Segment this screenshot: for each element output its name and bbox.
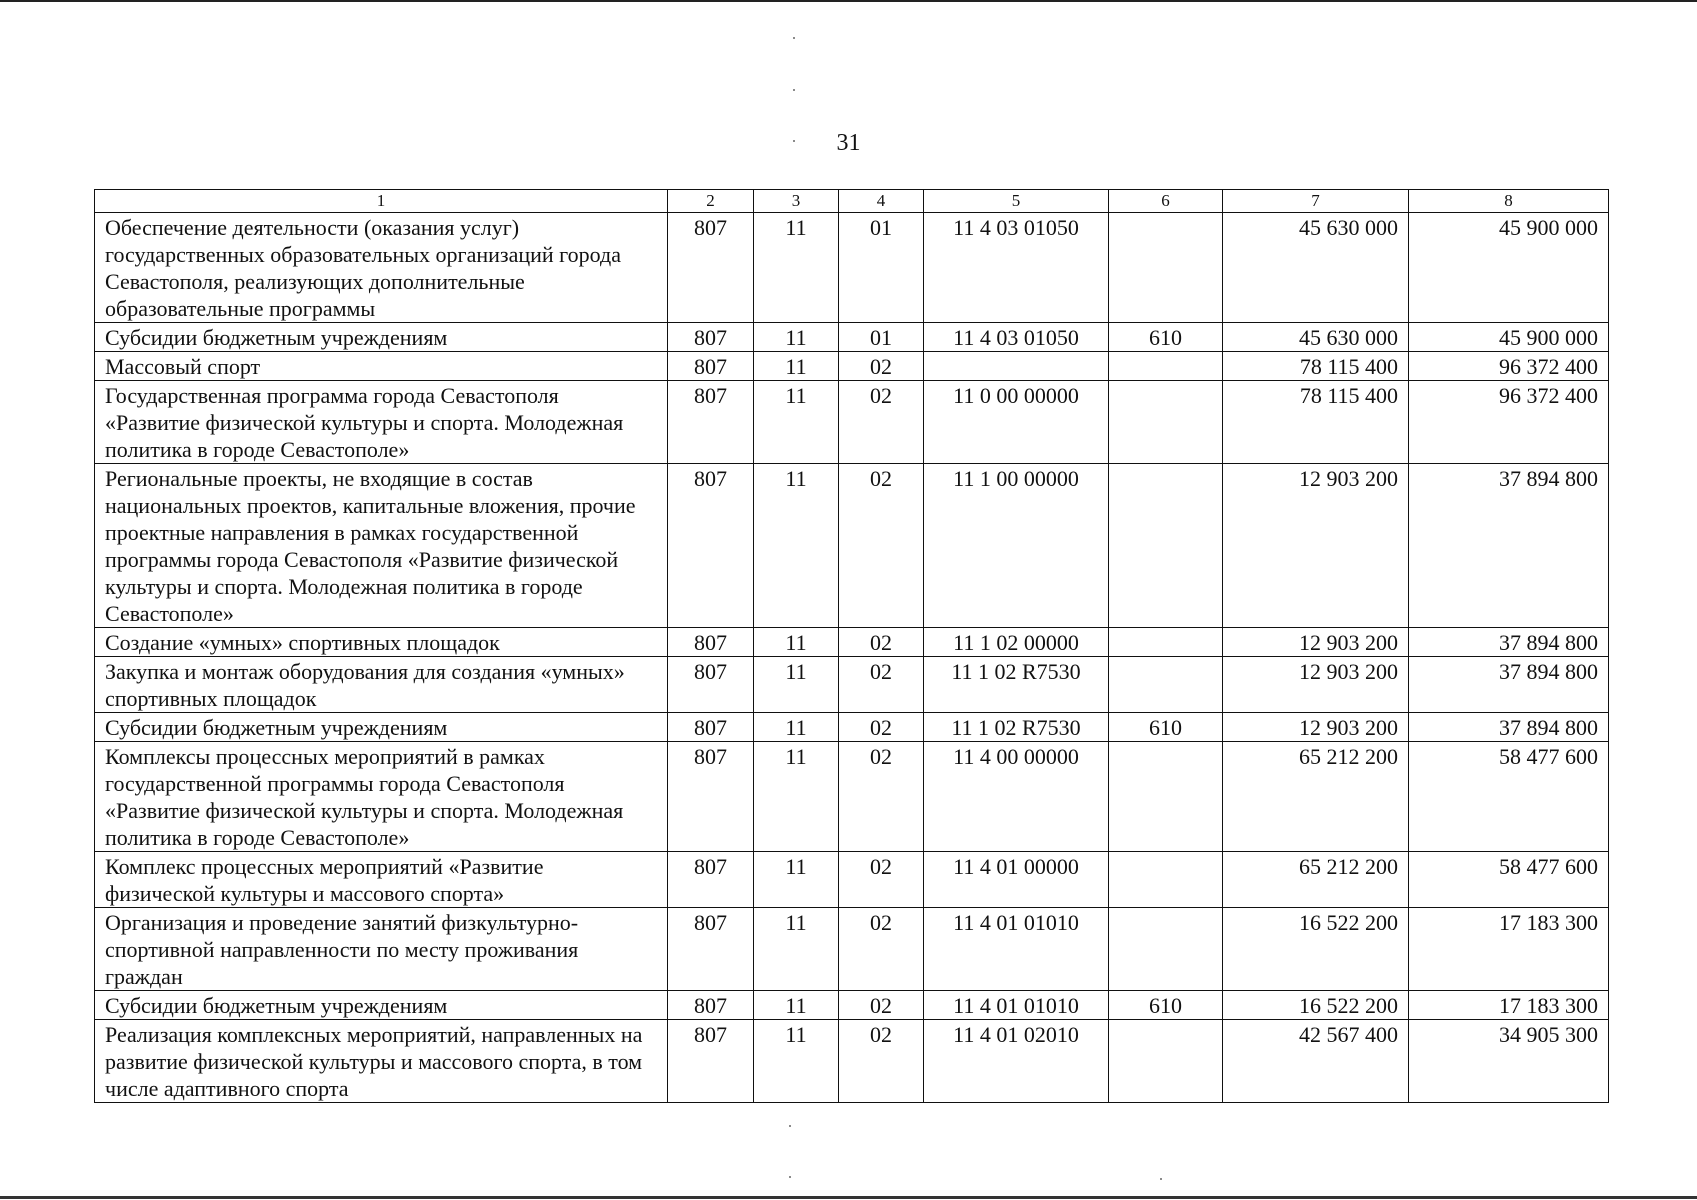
cell-ministry-code: 807 (668, 908, 754, 991)
cell-subsection: 02 (839, 713, 924, 742)
column-header-3: 3 (754, 190, 839, 213)
cell-subsection: 02 (839, 1020, 924, 1103)
scan-speck (789, 1125, 791, 1127)
cell-amount-year-1: 65 212 200 (1223, 742, 1409, 852)
cell-expense-type: 610 (1109, 713, 1223, 742)
table-row (95, 852, 1609, 908)
cell-amount-year-1: 12 903 200 (1223, 713, 1409, 742)
cell-amount-year-1: 12 903 200 (1223, 464, 1409, 628)
cell-section: 11 (754, 352, 839, 381)
cell-target-article: 11 1 02 R7530 (924, 657, 1109, 713)
cell-section: 11 (754, 464, 839, 628)
cell-amount-year-2: 34 905 300 (1409, 1020, 1609, 1103)
cell-expense-type (1109, 908, 1223, 991)
cell-ministry-code: 807 (668, 628, 754, 657)
cell-name: Массовый спорт (95, 352, 668, 381)
cell-name: Субсидии бюджетным учреждениям (95, 713, 668, 742)
cell-amount-year-2: 37 894 800 (1409, 628, 1609, 657)
cell-target-article: 11 4 01 01010 (924, 908, 1109, 991)
cell-name: Субсидии бюджетным учреждениям (95, 991, 668, 1020)
table-row (95, 213, 1609, 323)
table-row (95, 1020, 1609, 1103)
cell-target-article: 11 1 00 00000 (924, 464, 1109, 628)
cell-subsection: 01 (839, 213, 924, 323)
budget-table (94, 189, 1609, 1103)
table-row (95, 381, 1609, 464)
scan-speck (789, 1176, 791, 1178)
cell-section: 11 (754, 991, 839, 1020)
cell-amount-year-1: 16 522 200 (1223, 991, 1409, 1020)
cell-amount-year-2: 96 372 400 (1409, 352, 1609, 381)
cell-target-article: 11 1 02 00000 (924, 628, 1109, 657)
cell-target-article (924, 352, 1109, 381)
cell-expense-type (1109, 464, 1223, 628)
column-header-7: 7 (1223, 190, 1409, 213)
cell-target-article: 11 4 01 01010 (924, 991, 1109, 1020)
cell-target-article: 11 4 01 00000 (924, 852, 1109, 908)
cell-section: 11 (754, 1020, 839, 1103)
cell-amount-year-1: 65 212 200 (1223, 852, 1409, 908)
cell-target-article: 11 4 00 00000 (924, 742, 1109, 852)
table-row (95, 713, 1609, 742)
cell-expense-type (1109, 213, 1223, 323)
cell-expense-type (1109, 742, 1223, 852)
cell-amount-year-1: 16 522 200 (1223, 908, 1409, 991)
column-header-1: 1 (95, 190, 668, 213)
cell-subsection: 02 (839, 352, 924, 381)
cell-amount-year-2: 37 894 800 (1409, 657, 1609, 713)
table-row (95, 657, 1609, 713)
cell-amount-year-1: 45 630 000 (1223, 213, 1409, 323)
cell-amount-year-2: 58 477 600 (1409, 852, 1609, 908)
cell-amount-year-2: 45 900 000 (1409, 213, 1609, 323)
scan-speck (793, 140, 795, 142)
cell-ministry-code: 807 (668, 742, 754, 852)
cell-name: Региональные проекты, не входящие в состав национальных проектов, капитальные вложения, прочие проектные направления в рамках государственной программы города Севастополя «Развитие физической культуры и спорта. Молодежная политика в городе Севастополе» (95, 464, 668, 628)
cell-subsection: 01 (839, 323, 924, 352)
cell-subsection: 02 (839, 991, 924, 1020)
page-number: 31 (836, 130, 861, 156)
cell-amount-year-2: 17 183 300 (1409, 991, 1609, 1020)
column-header-6: 6 (1109, 190, 1223, 213)
cell-amount-year-2: 17 183 300 (1409, 908, 1609, 991)
cell-section: 11 (754, 713, 839, 742)
scan-border-bottom (0, 1196, 1697, 1199)
cell-ministry-code: 807 (668, 464, 754, 628)
cell-ministry-code: 807 (668, 657, 754, 713)
column-header-2: 2 (668, 190, 754, 213)
cell-amount-year-1: 78 115 400 (1223, 352, 1409, 381)
table-body (95, 213, 1609, 1103)
table-row (95, 323, 1609, 352)
cell-section: 11 (754, 742, 839, 852)
cell-target-article: 11 4 03 01050 (924, 323, 1109, 352)
scan-speck (793, 89, 795, 91)
cell-subsection: 02 (839, 908, 924, 991)
cell-target-article: 11 0 00 00000 (924, 381, 1109, 464)
cell-subsection: 02 (839, 464, 924, 628)
cell-amount-year-1: 12 903 200 (1223, 628, 1409, 657)
cell-subsection: 02 (839, 852, 924, 908)
cell-amount-year-2: 37 894 800 (1409, 713, 1609, 742)
scan-border-top (0, 0, 1697, 2)
cell-expense-type (1109, 657, 1223, 713)
cell-expense-type (1109, 852, 1223, 908)
table-row (95, 464, 1609, 628)
cell-ministry-code: 807 (668, 323, 754, 352)
header-row (95, 190, 1609, 213)
cell-subsection: 02 (839, 628, 924, 657)
cell-name: Комплекс процессных мероприятий «Развитие физической культуры и массового спорта» (95, 852, 668, 908)
table-row (95, 628, 1609, 657)
cell-section: 11 (754, 213, 839, 323)
column-header-5: 5 (924, 190, 1109, 213)
cell-expense-type: 610 (1109, 323, 1223, 352)
cell-section: 11 (754, 852, 839, 908)
scan-speck (1160, 1178, 1162, 1180)
cell-ministry-code: 807 (668, 991, 754, 1020)
cell-name: Закупка и монтаж оборудования для создания «умных» спортивных площадок (95, 657, 668, 713)
cell-section: 11 (754, 628, 839, 657)
cell-section: 11 (754, 657, 839, 713)
cell-ministry-code: 807 (668, 852, 754, 908)
cell-expense-type (1109, 628, 1223, 657)
cell-ministry-code: 807 (668, 381, 754, 464)
cell-amount-year-1: 45 630 000 (1223, 323, 1409, 352)
cell-name: Субсидии бюджетным учреждениям (95, 323, 668, 352)
cell-amount-year-1: 78 115 400 (1223, 381, 1409, 464)
cell-name: Комплексы процессных мероприятий в рамках государственной программы города Севастополя «Развитие физической культуры и спорта. Молодежная политика в городе Севастополе» (95, 742, 668, 852)
cell-subsection: 02 (839, 381, 924, 464)
cell-expense-type (1109, 1020, 1223, 1103)
cell-subsection: 02 (839, 742, 924, 852)
cell-target-article: 11 1 02 R7530 (924, 713, 1109, 742)
cell-target-article: 11 4 01 02010 (924, 1020, 1109, 1103)
cell-name: Государственная программа города Севастополя «Развитие физической культуры и спорта. Молодежная политика в городе Севастополе» (95, 381, 668, 464)
cell-section: 11 (754, 381, 839, 464)
table-row (95, 742, 1609, 852)
table-row (95, 991, 1609, 1020)
cell-expense-type (1109, 381, 1223, 464)
cell-amount-year-1: 42 567 400 (1223, 1020, 1409, 1103)
cell-ministry-code: 807 (668, 1020, 754, 1103)
cell-expense-type (1109, 352, 1223, 381)
cell-amount-year-2: 45 900 000 (1409, 323, 1609, 352)
column-header-4: 4 (839, 190, 924, 213)
cell-name: Обеспечение деятельности (оказания услуг) государственных образовательных организаций города Севастополя, реализующих дополнительные образовательные программы (95, 213, 668, 323)
scan-speck (793, 37, 795, 39)
column-header-8: 8 (1409, 190, 1609, 213)
cell-amount-year-2: 58 477 600 (1409, 742, 1609, 852)
cell-amount-year-2: 96 372 400 (1409, 381, 1609, 464)
cell-ministry-code: 807 (668, 352, 754, 381)
cell-subsection: 02 (839, 657, 924, 713)
cell-name: Создание «умных» спортивных площадок (95, 628, 668, 657)
cell-ministry-code: 807 (668, 213, 754, 323)
table-row (95, 908, 1609, 991)
cell-section: 11 (754, 908, 839, 991)
cell-expense-type: 610 (1109, 991, 1223, 1020)
cell-amount-year-2: 37 894 800 (1409, 464, 1609, 628)
cell-name: Реализация комплексных мероприятий, направленных на развитие физической культуры и массового спорта, в том числе адаптивного спорта (95, 1020, 668, 1103)
cell-section: 11 (754, 323, 839, 352)
cell-amount-year-1: 12 903 200 (1223, 657, 1409, 713)
table-row (95, 352, 1609, 381)
cell-ministry-code: 807 (668, 713, 754, 742)
cell-name: Организация и проведение занятий физкультурно-спортивной направленности по месту проживания граждан (95, 908, 668, 991)
cell-target-article: 11 4 03 01050 (924, 213, 1109, 323)
